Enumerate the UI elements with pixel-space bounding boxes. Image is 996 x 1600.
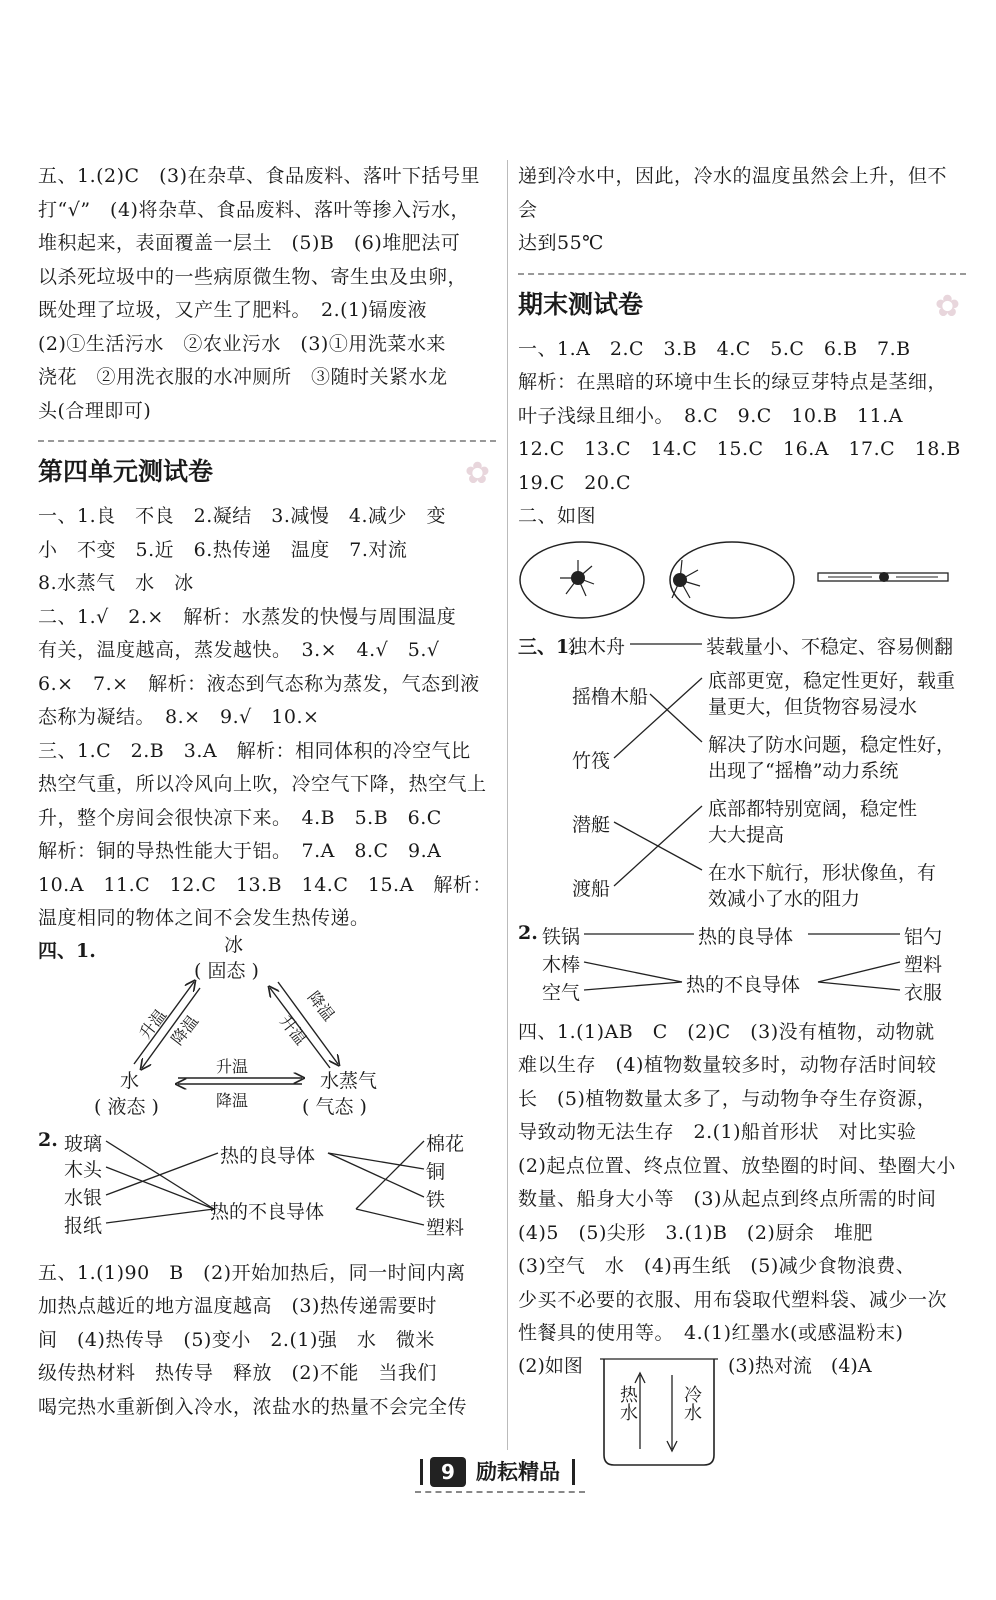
footer-bar: [572, 1459, 575, 1485]
good-conductor: 热的良导体: [698, 925, 794, 948]
text-line: 四、1.(1)AB C (2)C (3)没有植物，动物就: [518, 1020, 935, 1043]
text-line: 导致动物无法生存 2.(1)船首形状 对比实验: [518, 1121, 917, 1143]
text-line: 三、1.C 2.B 3.A 解析：相同体积的冷空气比: [38, 739, 471, 762]
text-line: 升，整个房间会很快凉下来。 4.B 5.B 6.C: [38, 806, 442, 829]
match-left-item: 木棒: [542, 953, 581, 976]
boat-name: 渡船: [572, 877, 611, 900]
match-right-item: 铝勺: [904, 925, 943, 948]
footer-dash: [415, 1491, 585, 1493]
match-left-item: 报纸: [64, 1214, 103, 1237]
cool-label: 降温: [303, 987, 339, 1025]
warm-label: 升温: [135, 1005, 171, 1043]
final-title: 期末测试卷: [518, 289, 644, 319]
dashed-divider: [38, 440, 496, 442]
match-right-item: 塑料: [904, 953, 943, 976]
text-line: (2)①生活污水 ②农业污水 (3)①用洗菜水来: [38, 332, 446, 355]
cold-water-label: 冷水: [681, 1384, 702, 1421]
poor-conductor: 热的不良导体: [686, 973, 801, 996]
good-conductor: 热的良导体: [220, 1144, 316, 1167]
vapor-state: ( 气态 ): [302, 1095, 367, 1118]
q3-label: 三、1.: [518, 635, 576, 658]
text-line: 少买不必要的衣服、用布袋取代塑料袋、减少一次: [518, 1288, 948, 1311]
text-line: 长 (5)植物数量太多了，与动物争夺生存资源，: [518, 1087, 937, 1110]
text-line: 有关，温度越高，蒸发越快。 3.× 4.√ 5.√: [38, 639, 440, 661]
warm-label: 升温: [275, 1011, 311, 1049]
text-line: 数量、船身大小等 (3)从起点到终点所需的时间: [518, 1188, 937, 1210]
text-line: 间 (4)热传导 (5)变小 2.(1)强 水 微米: [38, 1328, 435, 1351]
text-line: 解析：在黑暗的环境中生长的绿豆芽特点是茎细，: [518, 371, 948, 393]
orbit-svg: [518, 534, 966, 630]
dashed-divider: [518, 273, 966, 275]
section-heading: [518, 285, 966, 325]
final-answers: [518, 333, 966, 534]
match-right-item: 棉花: [426, 1132, 465, 1155]
boat-name: 潜艇: [572, 813, 611, 836]
match-lines: [38, 1127, 496, 1245]
section-heading: [38, 452, 496, 492]
text-line: 以杀死垃圾中的一些病原微生物、寄生虫及虫卵，: [38, 265, 468, 288]
ice-state: ( 固态 ): [194, 959, 259, 982]
star-icon: ✿: [464, 456, 490, 491]
boat-desc: 底部都特别宽阔，稳定性: [708, 797, 918, 820]
page-number: 9: [430, 1457, 466, 1487]
conductor-matching-2: [518, 920, 966, 1016]
water-state: ( 液态 ): [94, 1095, 159, 1118]
text-line: (3)空气 水 (4)再生纸 (5)减少食物浪费、: [518, 1255, 916, 1277]
hot-water-label: 热水: [617, 1384, 638, 1421]
boat-desc: 效减小了水的阻力: [708, 887, 861, 910]
text-line: 态称为凝结。 8.× 9.√ 10.×: [38, 706, 320, 728]
text-line: 解析：铜的导热性能大于铝。 7.A 8.C 9.A: [38, 840, 442, 862]
match-lines-2: [518, 920, 966, 1016]
text-line: 加热点越近的地方温度越高 (3)热传递需要时: [38, 1295, 437, 1317]
q4-2-label: (2)如图: [518, 1354, 583, 1377]
text-line: 19.C 20.C: [518, 471, 632, 494]
text-line: 叶子浅绿且细小。 8.C 9.C 10.B 11.A: [518, 404, 903, 427]
phase-arrows: [38, 936, 496, 1121]
ice-label: 冰: [224, 933, 244, 956]
unit4-title: 第四单元测试卷: [38, 457, 214, 486]
text-line: 难以生存 (4)植物数量较多时，动物存活时间较: [518, 1054, 937, 1076]
text-line: (4)5 (5)尖形 3.(1)B (2)厨余 堆肥: [518, 1221, 873, 1244]
page-footer: [0, 1455, 996, 1495]
match-right-item: 铜: [426, 1160, 446, 1183]
boat-desc: 装载量小、不稳定、容易侧翻: [706, 635, 954, 658]
boat-name: 独木舟: [568, 635, 626, 658]
conductor-matching: [38, 1127, 496, 1245]
text-line: 五、1.(2)C (3)在杂草、食品废料、落叶下括号里: [38, 165, 480, 187]
cool-label: 降温: [216, 1090, 249, 1110]
text-line: 喝完热水重新倒入冷水，浓盐水的热量不会完全传: [38, 1395, 468, 1418]
text-line: 6.× 7.× 解析：液态到气态称为蒸发，气态到液: [38, 672, 480, 695]
q4-3-label: (3)热对流 (4)A: [728, 1354, 872, 1377]
warm-label: 升温: [216, 1056, 249, 1076]
text-line: 达到55℃: [518, 232, 604, 254]
convection-beaker: [518, 1351, 966, 1471]
text-line: 打“√” (4)将杂草、食品废料、落叶等掺入污水，: [38, 198, 470, 221]
section5-answers: [38, 160, 496, 428]
boat-desc: 量更大，但货物容易浸水: [708, 695, 918, 718]
text-line: 五、1.(1)90 B (2)开始加热后，同一时间内离: [38, 1261, 466, 1284]
water-label: 水: [120, 1069, 140, 1092]
match-left-item: 空气: [542, 981, 581, 1004]
text-line: 8.水蒸气 水 冰: [38, 572, 194, 594]
cool-label: 降温: [167, 1011, 203, 1049]
text-line: 既处理了垃圾，又产生了肥料。 2.(1)镉废液: [38, 299, 428, 321]
boat-desc: 底部更宽，稳定性更好，载重: [708, 669, 956, 692]
q2r-label: 2.: [518, 921, 538, 944]
match-left-item: 玻璃: [64, 1132, 103, 1155]
match-right-item: 铁: [426, 1188, 446, 1211]
footer-bar: [420, 1459, 423, 1485]
text-line: 二、如图: [518, 505, 597, 527]
text-line: 10.A 11.C 12.C 13.B 14.C 15.A 解析：: [38, 873, 492, 896]
text-line: 浇花 ②用洗衣服的水冲厕所 ③随时关紧水龙: [38, 366, 448, 388]
star-icon: ✿: [934, 288, 960, 324]
brand-title: 励耘精品: [476, 1460, 560, 1484]
text-line: 递到冷水中，因此，冷水的温度虽然会上升，但不会: [518, 165, 948, 221]
unit4-answers: [38, 500, 496, 936]
vapor-label: 水蒸气: [320, 1069, 378, 1092]
text-line: 级传热材料 热传导 释放 (2)不能 当我们: [38, 1362, 437, 1384]
q4-label: 四、1.: [38, 939, 96, 962]
section5b-answers: [38, 1257, 496, 1425]
text-line: 小 不变 5.近 6.热传递 温度 7.对流: [38, 538, 408, 561]
boats-matching: [518, 630, 966, 912]
column-divider: [507, 160, 508, 1450]
text-line: 热空气重，所以冷风向上吹，冷空气下降，热空气上: [38, 773, 487, 795]
match-left-item: 水银: [64, 1186, 103, 1209]
orbit-figures: [518, 534, 966, 630]
boat-desc: 出现了“摇橹”动力系统: [708, 759, 899, 782]
q2-label: 2.: [38, 1128, 58, 1151]
match-right-item: 塑料: [426, 1216, 465, 1239]
boat-name: 竹筏: [572, 749, 611, 772]
boat-desc: 在水下航行，形状像鱼，有: [708, 861, 937, 884]
boat-desc: 解决了防水问题，稳定性好，: [708, 733, 956, 756]
text-line: 头(合理即可): [38, 399, 152, 422]
beaker-svg: [518, 1351, 966, 1471]
text-line: 一、1.良 不良 2.凝结 3.减慢 4.减少 变: [38, 505, 447, 527]
poor-conductor: 热的不良导体: [210, 1200, 325, 1223]
text-line: (2)起点位置、终点位置、放垫圈的时间、垫圈大小: [518, 1154, 956, 1177]
text-line: 温度相同的物体之间不会发生热传递。: [38, 907, 370, 929]
final-section4: [518, 1016, 966, 1351]
boat-name: 摇橹木船: [572, 685, 649, 708]
text-line: 堆积起来，表面覆盖一层土 (5)B (6)堆肥法可: [38, 232, 461, 254]
match-left-item: 铁锅: [542, 925, 581, 948]
text-line: 二、1.√ 2.× 解析：水蒸发的快慢与周围温度: [38, 605, 457, 628]
right-column: [518, 160, 966, 1471]
phase-change-diagram: [38, 933, 496, 1121]
boat-lines: [518, 630, 966, 912]
boat-desc: 大大提高: [708, 823, 785, 846]
match-right-item: 衣服: [904, 981, 943, 1004]
text-line: 性餐具的使用等。 4.(1)红墨水(或感温粉末): [518, 1322, 904, 1344]
text-line: 12.C 13.C 14.C 15.C 16.A 17.C 18.B: [518, 438, 961, 460]
text-line: 一、1.A 2.C 3.B 4.C 5.C 6.B 7.B: [518, 337, 911, 360]
match-left-item: 木头: [64, 1158, 103, 1181]
left-column: [38, 160, 496, 1424]
